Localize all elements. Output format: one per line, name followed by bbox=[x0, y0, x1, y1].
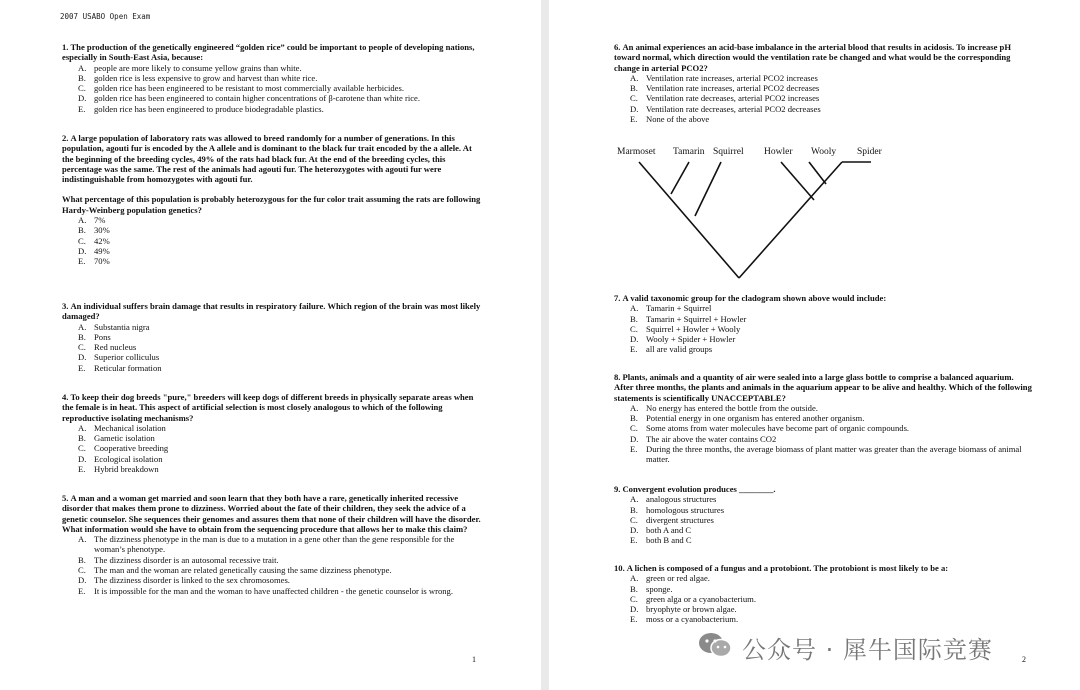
option: E. both B and C bbox=[630, 535, 692, 546]
option: D. golden rice has been engineered to contain higher concentrations of β-carotene than white rice. bbox=[78, 93, 421, 104]
question-stem: To keep their dog breeds "pure," breeders will keep dogs of different breeds in physically separate areas when the female is in heat. This aspect of artificial selection is most closely analogous to which of the following reproductive isolating mechanisms? bbox=[62, 392, 474, 423]
option: C. Some atoms from water molecules have become part of organic compounds. bbox=[630, 423, 910, 434]
cladogram-branch bbox=[639, 162, 739, 278]
option: A. The dizziness phenotype in the man is due to a mutation in a gene other than the gene responsible for the woman’s phenotype. bbox=[78, 534, 455, 555]
option: A. Ventilation rate increases, arterial PCO2 increases bbox=[630, 72, 818, 83]
option: D. Ecological isolation bbox=[78, 453, 163, 464]
option: A. Tamarin + Squirrel bbox=[630, 303, 712, 314]
question-number: 5. bbox=[62, 493, 69, 503]
option: C. Ventilation rate decreases, arterial PCO2 increases bbox=[630, 93, 820, 104]
option: E. 70% bbox=[78, 256, 110, 267]
question-number: 1. bbox=[62, 42, 69, 52]
wechat-icon bbox=[697, 631, 733, 659]
option: B. Potential energy in one organism has entered another organism. bbox=[630, 413, 865, 424]
option: B. Gametic isolation bbox=[78, 433, 155, 444]
option: E. It is impossible for the man and the woman to have unaffected children - the genetic counselor is wrong. bbox=[78, 585, 454, 596]
option: A. green or red algae. bbox=[630, 573, 710, 584]
question-number: 9. bbox=[614, 484, 621, 494]
option: D. bryophyte or brown algae. bbox=[630, 604, 737, 615]
question-3 bbox=[62, 301, 482, 373]
page-number: 1 bbox=[472, 655, 476, 664]
question-number: 6. bbox=[614, 42, 621, 52]
exam-header: 2007 USABO Open Exam bbox=[60, 12, 151, 21]
option: D. Superior colliculus bbox=[78, 352, 160, 363]
question-stem: A lichen is composed of a fungus and a protobiont. The protobiont is most likely to be a: bbox=[626, 563, 949, 573]
option: A. No energy has entered the bottle from the outside. bbox=[630, 402, 818, 413]
question-6 bbox=[614, 42, 1034, 124]
cladogram-branch bbox=[739, 162, 842, 278]
option: E. Hybrid breakdown bbox=[78, 464, 159, 475]
option: A. 7% bbox=[78, 215, 106, 226]
option: D. The air above the water contains CO2 bbox=[630, 433, 777, 444]
option: D. Wooly + Spider + Howler bbox=[630, 334, 736, 345]
option: C. golden rice has been engineered to be resistant to most commercially available herbicides. bbox=[78, 83, 404, 94]
option: D. 49% bbox=[78, 245, 110, 256]
cladogram-branch bbox=[671, 162, 689, 194]
option: C. Cooperative breeding bbox=[78, 443, 169, 454]
option: A. people are more likely to consume yellow grains than white. bbox=[78, 62, 302, 73]
question-number: 3. bbox=[62, 301, 69, 311]
question-number: 8. bbox=[614, 372, 621, 382]
option: E. golden rice has been engineered to produce biodegradable plastics. bbox=[78, 103, 324, 114]
option: A. Mechanical isolation bbox=[78, 422, 166, 433]
option: B. homologous structures bbox=[630, 504, 725, 515]
question-10 bbox=[614, 563, 1034, 625]
question-stem: A man and a woman get married and soon learn that they both have a rare, genetically inherited recessive disorder that makes them prone to dizziness. Worried about the fate of their children, they seek the advice of a genetic counselor. She sequences their genomes and assures them that none of their children will have the disorder. What information would she have to obtain from the sequencing procedure that allows her to make this claim? bbox=[62, 493, 481, 534]
option: B. 30% bbox=[78, 225, 110, 236]
option: C. Red nucleus bbox=[78, 342, 137, 353]
question-number: 4. bbox=[62, 392, 69, 402]
question-number: 2. bbox=[62, 133, 69, 143]
option: A. analogous structures bbox=[630, 494, 717, 505]
option: C. Squirrel + Howler + Wooly bbox=[630, 323, 741, 334]
option: E. Reticular formation bbox=[78, 362, 162, 373]
cladogram bbox=[609, 140, 909, 285]
option: B. golden rice is less expensive to grow and harvest than white rice. bbox=[78, 72, 318, 83]
question-1 bbox=[62, 42, 482, 114]
question-stem: Convergent evolution produces ________. bbox=[622, 484, 776, 494]
option: E. During the three months, the average biomass of plant matter was greater than the average biomass of animal matter. bbox=[630, 444, 1022, 465]
option: E. all are valid groups bbox=[630, 344, 713, 355]
option: A. Substantia nigra bbox=[78, 321, 150, 332]
option: D. The dizziness disorder is linked to the sex chromosomes. bbox=[78, 575, 290, 586]
option: C. The man and the woman are related genetically causing the same dizziness phenotype. bbox=[78, 565, 392, 576]
option: E. moss or a cyanobacterium. bbox=[630, 614, 739, 625]
option: C. divergent structures bbox=[630, 514, 714, 525]
question-stem: The production of the genetically engineered “golden rice” could be important to people of developing nations, especially in South-East Asia, because: bbox=[62, 42, 475, 63]
question-2 bbox=[62, 133, 482, 267]
cladogram-branch bbox=[781, 162, 814, 200]
cladogram-label-marmoset: Marmoset bbox=[617, 147, 656, 157]
option: E. None of the above bbox=[630, 114, 710, 125]
cladogram-label-wooly: Wooly bbox=[811, 147, 837, 157]
watermark-text: 公众号 · 犀牛国际竞赛 bbox=[742, 636, 993, 664]
exam-page-2 bbox=[549, 0, 1080, 690]
question-number: 7. bbox=[614, 293, 621, 303]
question-9 bbox=[614, 484, 1034, 546]
question-4 bbox=[62, 392, 482, 474]
question-8 bbox=[614, 372, 1034, 465]
question-stem: An animal experiences an acid-base imbalance in the arterial blood that results in acidosis. To increase pH toward normal, which direction would the ventilation rate be changed and what would be the corresponding change in arterial PCO2? bbox=[614, 42, 1012, 73]
cladogram-label-howler: Howler bbox=[764, 147, 793, 157]
option: C. green alga or a cyanobacterium. bbox=[630, 593, 756, 604]
option: B. Ventilation rate increases, arterial PCO2 decreases bbox=[630, 83, 820, 94]
cladogram-label-tamarin: Tamarin bbox=[673, 147, 705, 157]
question-number: 10. bbox=[614, 563, 625, 573]
question-7 bbox=[614, 293, 1034, 355]
cladogram-label-squirrel: Squirrel bbox=[713, 147, 744, 157]
question-stem: An individual suffers brain damage that results in respiratory failure. Which region of the brain was most likely damaged? bbox=[62, 301, 481, 322]
question-5 bbox=[62, 493, 482, 596]
cladogram-branch bbox=[809, 162, 826, 184]
option: B. Tamarin + Squirrel + Howler bbox=[630, 313, 747, 324]
question-stem: A valid taxonomic group for the cladogram shown above would include: bbox=[622, 293, 887, 303]
option: B. The dizziness disorder is an autosomal recessive trait. bbox=[78, 554, 279, 565]
option: D. both A and C bbox=[630, 525, 692, 536]
option: B. sponge. bbox=[630, 583, 673, 594]
question-stem: Plants, animals and a quantity of air were sealed into a large glass bottle to comprise a balanced aquarium. After three months, the plants and animals in the aquarium appear to be alive and healthy. Which of the following statements is scientifically UNACCEPTABLE? bbox=[614, 372, 1032, 403]
option: C. 42% bbox=[78, 235, 110, 246]
option: B. Pons bbox=[78, 331, 111, 342]
page-number: 2 bbox=[1022, 655, 1026, 664]
cladogram-label-spider: Spider bbox=[857, 147, 882, 157]
cladogram-branch bbox=[695, 162, 721, 216]
question-stem: A large population of laboratory rats was allowed to breed randomly for a number of generations. In this population, agouti fur is encoded by the A allele and is dominant to the black fur trait encoded by the a allele. At the beginning of the breeding cycles, 49% of the rats had black fur. At the end of the breeding cycles, this percentage was the same. The rest of the animals had agouti fur. The heterozygotes with agouti fur were indistinguishable from homozygotes with agouti fur. bbox=[62, 133, 472, 185]
option: D. Ventilation rate decreases, arterial PCO2 decreases bbox=[630, 103, 821, 114]
question-stem-continued: What percentage of this population is probably heterozygous for the fur color trait assuming the rats are following Hardy-Weinberg population genetics? bbox=[62, 194, 481, 215]
